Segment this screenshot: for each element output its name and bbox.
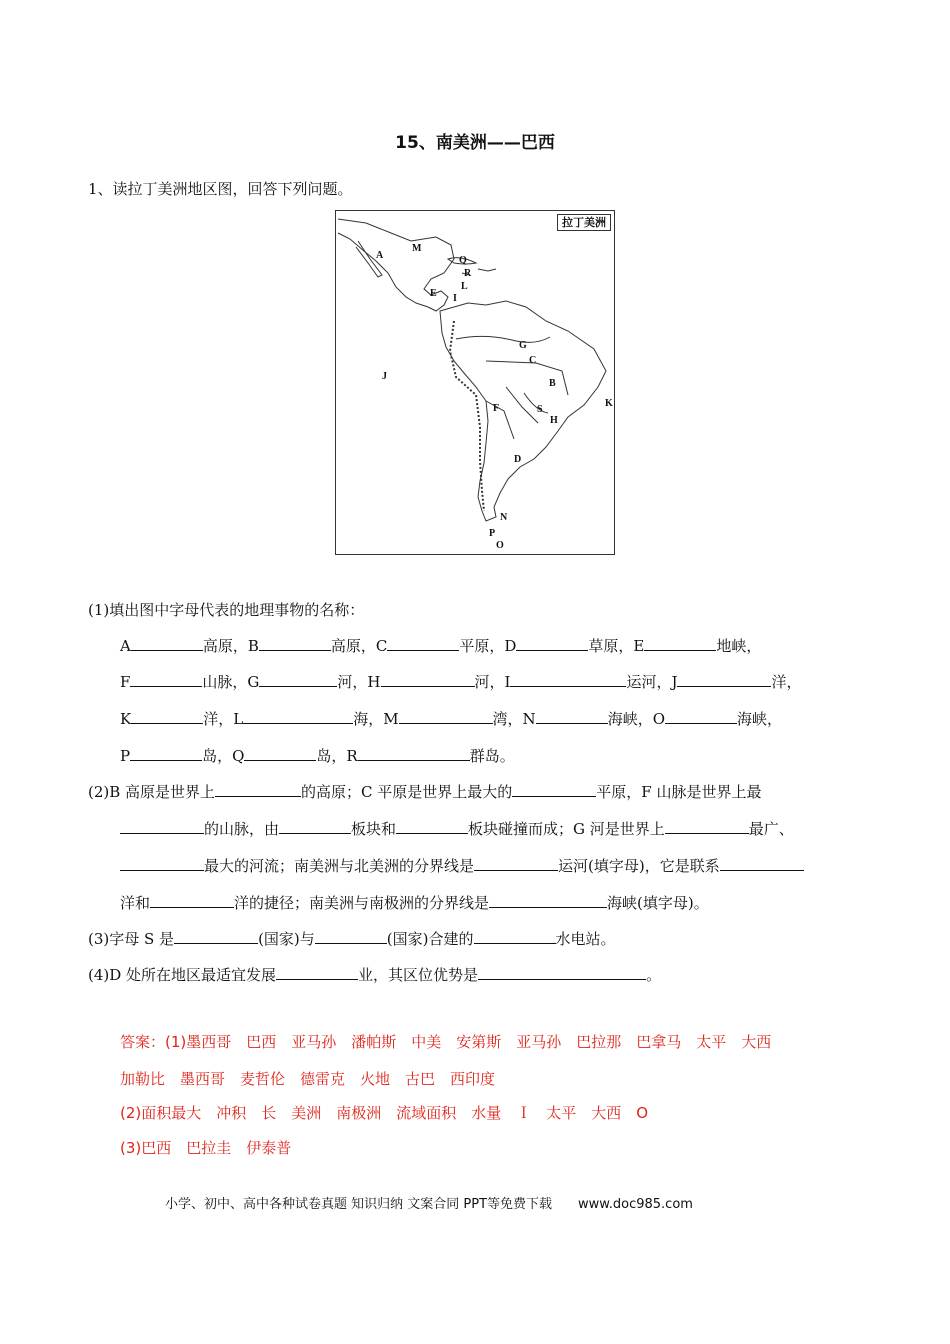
row2-seg: 河，I [474, 673, 511, 691]
part-2-line-3 [120, 854, 804, 876]
p2-seg: 板块和 [351, 820, 397, 838]
map-marker-s: S [537, 404, 543, 415]
map-marker-f: F [493, 403, 500, 414]
answer-blank[interactable] [244, 744, 316, 761]
row1-seg: 草原，E [588, 637, 645, 655]
answer-blank[interactable] [512, 780, 596, 797]
row4-seg: 岛，Q [202, 747, 245, 765]
p3-seg: (国家)与 [258, 930, 315, 948]
p3-seg: (国家)合建的 [386, 930, 474, 948]
row3-seg: 湾，N [492, 710, 536, 728]
p2-seg: 平原，F 山脉是世界上最 [596, 783, 762, 801]
p2-seg: 板块碰撞而成；G 河是世界上 [468, 820, 665, 838]
answer-blank[interactable] [259, 670, 337, 687]
p2-seg: 运河(填字母)，它是联系 [558, 857, 720, 875]
part-1-row-3 [120, 707, 782, 729]
answer-blank[interactable] [174, 927, 258, 944]
row4-seg: P [120, 747, 131, 765]
part-1-row-1 [120, 634, 761, 656]
row4-seg: 群岛。 [469, 747, 515, 765]
answer-blank[interactable] [489, 891, 607, 908]
footer [165, 1193, 693, 1212]
part-1-row-4 [120, 744, 515, 766]
p2-seg: 最大的河流；南美洲与北美洲的分界线是 [204, 857, 475, 875]
answer-blank[interactable] [510, 670, 626, 687]
p2-seg: 洋和 [120, 894, 151, 912]
p2-seg: 的山脉，由 [204, 820, 280, 838]
map-marker-l: L [461, 281, 468, 292]
map-marker-a: A [376, 250, 384, 261]
latin-america-map [335, 210, 615, 555]
map-marker-i: I [453, 293, 457, 304]
answer-blank[interactable] [130, 670, 202, 687]
answer-blank[interactable] [279, 817, 351, 834]
row3-seg: 海峡，O [607, 710, 665, 728]
part-4 [88, 963, 661, 985]
footer-text: 小学、初中、高中各种试卷真题 知识归纳 文案合同 PPT等免费下载 [165, 1197, 553, 1212]
row2-seg: 河，H [337, 673, 381, 691]
row3-seg: 海峡， [737, 710, 783, 728]
answer-blank[interactable] [315, 927, 387, 944]
part-2-line-4 [120, 891, 709, 913]
map-legend-label: 拉丁美洲 [557, 214, 611, 231]
answer-line-3: (3)巴西 巴拉圭 伊泰普 [120, 1139, 292, 1157]
row2-seg: 运河，J [626, 673, 678, 691]
map-marker-d: D [514, 454, 522, 465]
answer-blank[interactable] [665, 707, 737, 724]
answer-blank[interactable] [474, 927, 556, 944]
p4-seg: (4)D 处所在地区最适宜发展 [88, 966, 277, 984]
p3-seg: 水电站。 [555, 930, 616, 948]
map-marker-n: N [500, 512, 508, 523]
map-marker-g: G [519, 340, 527, 351]
p2-seg: (2)B 高原是世界上 [88, 783, 216, 801]
map-marker-e: E [430, 288, 437, 299]
answer-blank[interactable] [399, 707, 493, 724]
map-marker-p: P [489, 528, 496, 539]
answer-blank[interactable] [536, 707, 608, 724]
answer-blank[interactable] [120, 817, 204, 834]
map-marker-q: Q [459, 255, 467, 266]
row1-seg: 地峡， [716, 637, 762, 655]
map-marker-o: O [496, 540, 504, 551]
answer-blank[interactable] [516, 634, 588, 651]
answer-blank[interactable] [120, 854, 204, 871]
map-marker-m: M [412, 243, 422, 254]
answer-blank[interactable] [381, 670, 475, 687]
p2-seg: 洋的捷径；南美洲与南极洲的分界线是 [234, 894, 490, 912]
row3-seg: 洋，L [203, 710, 244, 728]
p4-seg: 业，其区位优势是 [358, 966, 479, 984]
map-marker-j: J [382, 371, 387, 382]
row1-seg: 平原，D [459, 637, 517, 655]
part-2-line-2 [120, 817, 794, 839]
answer-blank[interactable] [150, 891, 234, 908]
answer-blank[interactable] [665, 817, 749, 834]
p2-seg: 最广、 [748, 820, 794, 838]
row1-seg: 高原，B [202, 637, 259, 655]
row2-seg: 山脉，G [202, 673, 260, 691]
part-2-line-1 [88, 780, 761, 802]
footer-url[interactable]: www.doc985.com [578, 1197, 693, 1212]
answer-blank[interactable] [396, 817, 468, 834]
row1-seg: A [120, 637, 131, 655]
part-1-intro: (1)填出图中字母代表的地理事物的名称： [88, 601, 365, 619]
part-3 [88, 927, 616, 949]
part-1-row-2 [120, 670, 801, 692]
p2-seg: 海峡(填字母)。 [607, 894, 709, 912]
row4-seg: 岛，R [316, 747, 358, 765]
p4-seg: 。 [646, 966, 662, 984]
p3-seg: (3)字母 S 是 [88, 930, 175, 948]
answer-blank[interactable] [677, 670, 771, 687]
answer-line-2: (2)面积最大 冲积 长 美洲 南极洲 流域面积 水量 Ｉ 太平 大西 O [120, 1104, 649, 1122]
answer-line-1: 答案：(1)墨西哥 巴西 亚马孙 潘帕斯 中美 安第斯 亚马孙 巴拉那 巴拿马 太平 大西 [120, 1033, 772, 1051]
page-title: 15、南美洲——巴西 [395, 133, 555, 153]
answer-blank[interactable] [243, 707, 353, 724]
answer-blank[interactable] [474, 854, 558, 871]
answer-blank[interactable] [720, 854, 804, 871]
map-marker-b: B [549, 378, 556, 389]
map-marker-c: C [529, 355, 537, 366]
row1-seg: 高原，C [330, 637, 388, 655]
answer-blank[interactable] [215, 780, 301, 797]
row3-seg: 海，M [353, 710, 399, 728]
map-outline-graphic [336, 211, 616, 556]
row2-seg: 洋， [771, 673, 802, 691]
answer-blank[interactable] [358, 744, 470, 761]
question-1-prompt: 1、读拉丁美洲地区图，回答下列问题。 [88, 180, 353, 198]
map-marker-r: R [464, 268, 472, 279]
answer-blank[interactable] [131, 707, 203, 724]
row3-seg: K [120, 710, 132, 728]
answer-blank[interactable] [478, 963, 646, 980]
row2-seg: F [120, 673, 131, 691]
answer-blank[interactable] [259, 634, 331, 651]
answer-line-1b: 加勒比 墨西哥 麦哲伦 德雷克 火地 古巴 西印度 [120, 1070, 496, 1088]
answer-blank[interactable] [130, 744, 202, 761]
answer-blank[interactable] [387, 634, 459, 651]
answer-blank[interactable] [131, 634, 203, 651]
answer-blank[interactable] [644, 634, 716, 651]
map-marker-k: K [605, 398, 613, 409]
answer-blank[interactable] [276, 963, 358, 980]
map-marker-h: H [550, 415, 558, 426]
p2-seg: 的高原；C 平原是世界上最大的 [301, 783, 513, 801]
